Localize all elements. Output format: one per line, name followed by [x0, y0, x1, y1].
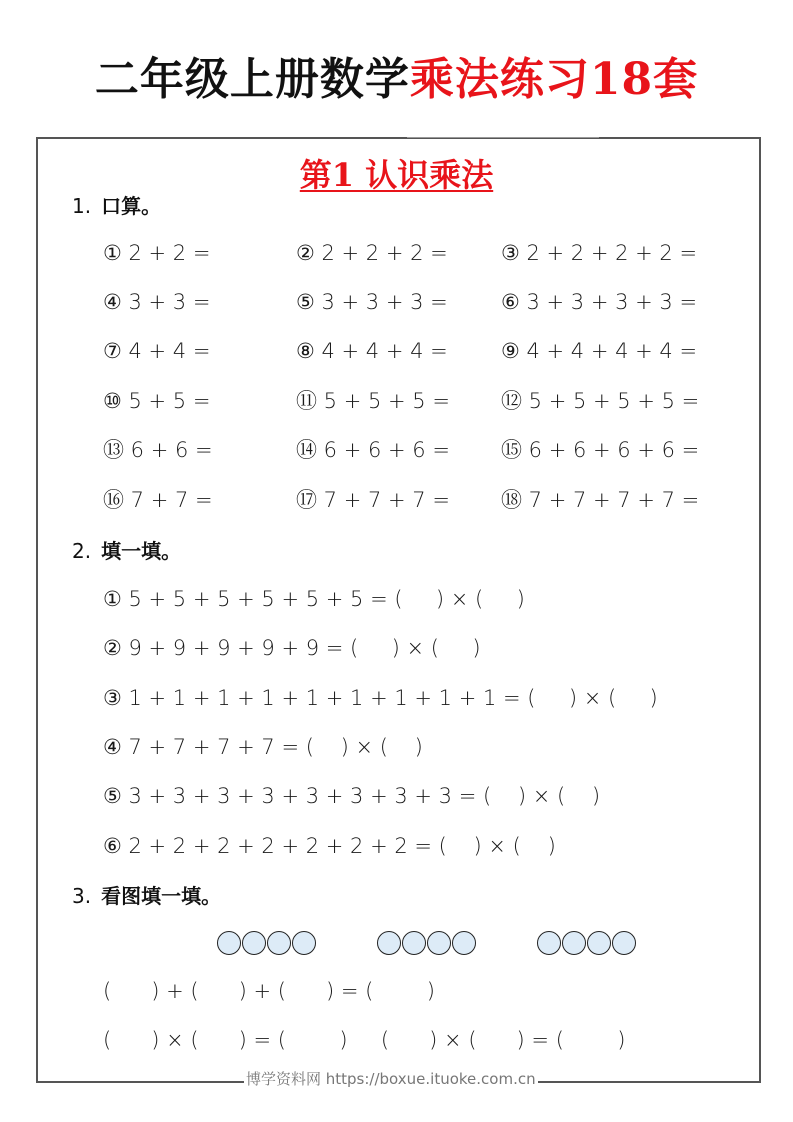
circle-icon [612, 931, 636, 955]
circle-icon [217, 931, 241, 955]
oral-item-13: ⑬ 6 + 6 = [103, 438, 213, 462]
oral-item-6: ⑥ 3 + 3 + 3 + 3 = [501, 290, 698, 314]
oral-item-3: ③ 2 + 2 + 2 + 2 = [501, 241, 698, 265]
oral-item-18: ⑱ 7 + 7 + 7 + 7 = [501, 488, 700, 512]
circle-icon [242, 931, 266, 955]
oral-item-12: ⑫ 5 + 5 + 5 + 5 = [501, 389, 700, 413]
oral-item-7: ⑦ 4 + 4 = [103, 339, 211, 363]
oral-item-9: ⑨ 4 + 4 + 4 + 4 = [501, 339, 698, 363]
circle-icon [267, 931, 291, 955]
circle-icon [537, 931, 561, 955]
picture-addition-line: ( ) + ( ) + ( ) = ( ) [103, 979, 435, 1003]
oral-item-16: ⑯ 7 + 7 = [103, 488, 213, 512]
fill-item-5: ⑤ 3 + 3 + 3 + 3 + 3 + 3 + 3 + 3 = ( ) × ( ) [103, 784, 601, 808]
fill-item-2: ② 9 + 9 + 9 + 9 + 9 = ( ) × ( ) [103, 636, 481, 660]
oral-item-8: ⑧ 4 + 4 + 4 = [296, 339, 448, 363]
circle-group-2 [377, 931, 476, 955]
oral-item-11: ⑪ 5 + 5 + 5 = [296, 389, 450, 413]
circle-icon [452, 931, 476, 955]
fill-item-4: ④ 7 + 7 + 7 + 7 = ( ) × ( ) [103, 735, 423, 759]
circle-icon [292, 931, 316, 955]
oral-item-2: ② 2 + 2 + 2 = [296, 241, 448, 265]
frame-divider [407, 137, 599, 138]
title-red-part: 乘法练习18套 [409, 54, 699, 105]
page-title [0, 52, 793, 108]
fill-item-3: ③ 1 + 1 + 1 + 1 + 1 + 1 + 1 + 1 + 1 = ( ) × ( ) [103, 686, 658, 710]
worksheet-subtitle: 第1 认识乘法 [299, 156, 494, 194]
oral-item-4: ④ 3 + 3 = [103, 290, 211, 314]
oral-item-1: ① 2 + 2 = [103, 241, 211, 265]
circle-icon [427, 931, 451, 955]
circle-group-3 [537, 931, 636, 955]
oral-item-10: ⑩ 5 + 5 = [103, 389, 211, 413]
title-black-part: 二年级上册数学 [94, 54, 410, 105]
fill-item-1: ① 5 + 5 + 5 + 5 + 5 + 5 = ( ) × ( ) [103, 587, 525, 611]
oral-item-15: ⑮ 6 + 6 + 6 + 6 = [501, 438, 700, 462]
picture-multiplication-line: ( ) × ( ) = ( ) ( ) × ( ) = ( ) [103, 1028, 626, 1052]
circle-icon [377, 931, 401, 955]
oral-item-17: ⑰ 7 + 7 + 7 = [296, 488, 450, 512]
oral-item-14: ⑭ 6 + 6 + 6 = [296, 438, 450, 462]
footer-watermark: 博学资料网 https://boxue.ituoke.com.cn [246, 1070, 536, 1088]
section-3-heading: 3. 看图填一填。 [72, 884, 222, 908]
section-1-heading: 1. 口算。 [72, 194, 162, 218]
circle-icon [562, 931, 586, 955]
oral-item-5: ⑤ 3 + 3 + 3 = [296, 290, 448, 314]
circle-group-1 [217, 931, 316, 955]
section-2-heading: 2. 填一填。 [72, 539, 182, 563]
circle-icon [587, 931, 611, 955]
fill-item-6: ⑥ 2 + 2 + 2 + 2 + 2 + 2 + 2 = ( ) × ( ) [103, 834, 556, 858]
circle-icon [402, 931, 426, 955]
